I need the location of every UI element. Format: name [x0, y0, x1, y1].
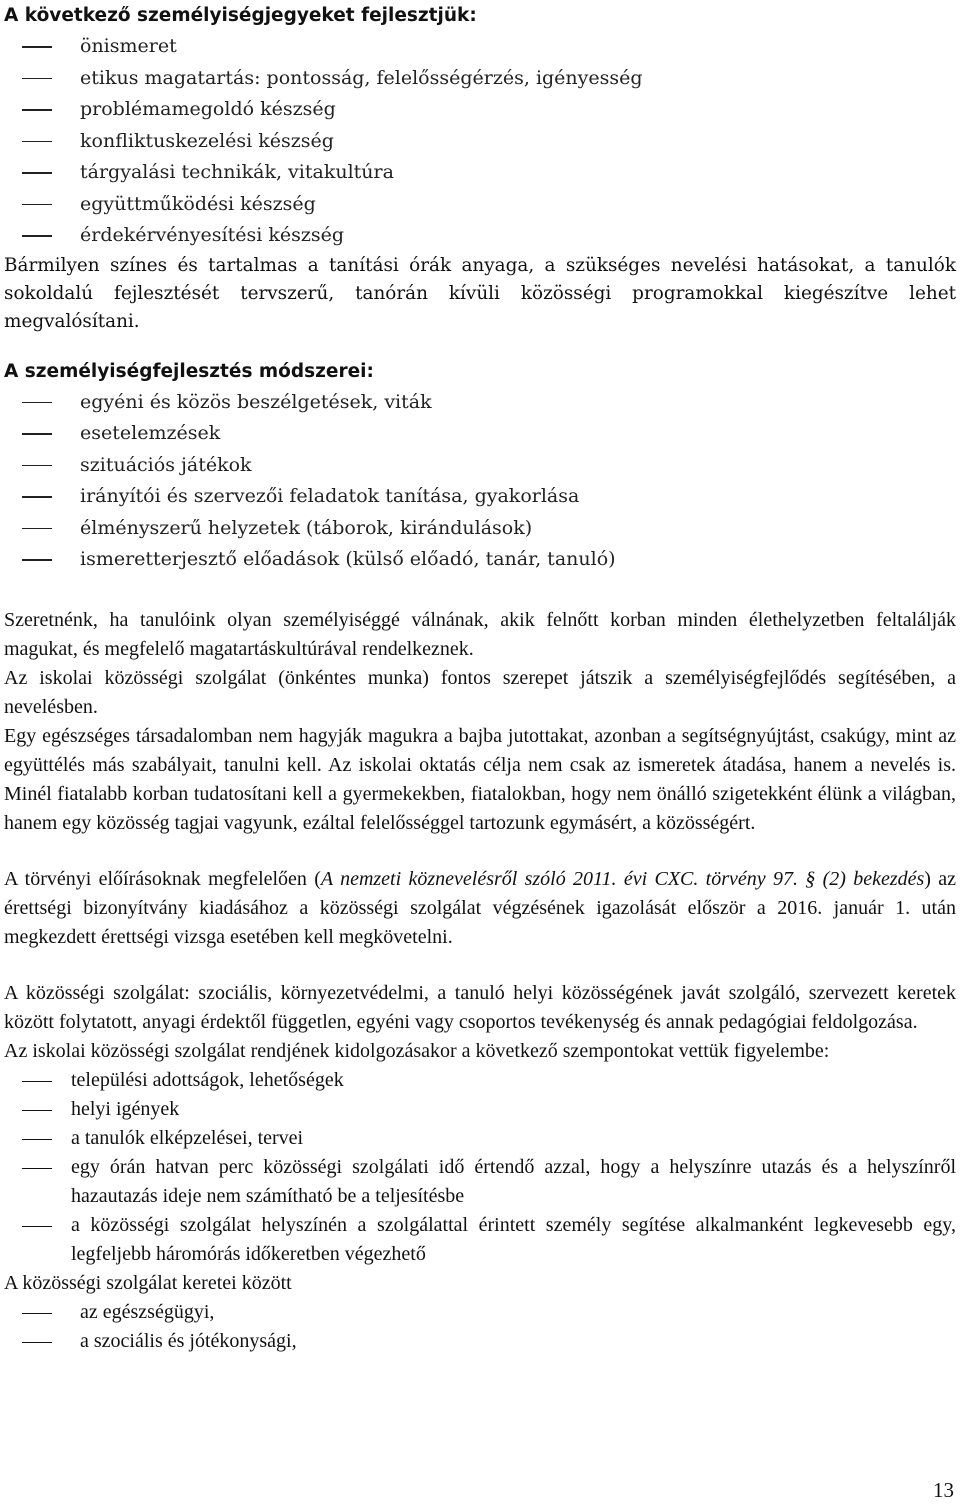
dash-bullet — [22, 1226, 52, 1228]
list-item: az egészségügyi, — [4, 1298, 956, 1327]
document-page — [4, 0, 956, 1356]
law-citation: A nemzeti köznevelésről szóló 2011. évi CXC. törvény 97. § (2) bekezdés — [320, 867, 925, 890]
dash-bullet — [22, 1110, 52, 1112]
list-item: konfliktuskezelési készség — [4, 126, 956, 158]
list-item: a tanulók elképzelései, tervei — [4, 1124, 956, 1153]
list-item: ismeretterjesztő előadások (külső előadó, tanár, tanuló) — [4, 544, 956, 576]
list-item: irányítói és szervezői feladatok tanítása, gyakorlása — [4, 481, 956, 513]
criteria-list — [4, 1066, 956, 1269]
dash-bullet — [22, 46, 52, 48]
paragraph-goal: Szeretnénk, ha tanulóink olyan személyiséggé válnának, akik felnőtt korban minden élethelyzetben feltalálják magukat, és megfelelő magatartáskultúrával rendelkeznek. — [4, 608, 956, 660]
section-heading-methods: A személyiségfejlesztés módszerei: — [4, 360, 374, 382]
dash-bullet — [22, 109, 52, 111]
paragraph-frameworks: A közösségi szolgálat keretei között — [4, 1271, 292, 1294]
list-item: szituációs játékok — [4, 450, 956, 482]
list-item: élményszerű helyzetek (táborok, kirándulások) — [4, 513, 956, 545]
list-item: települési adottságok, lehetőségek — [4, 1066, 956, 1095]
section-heading-traits: A következő személyiségjegyeket fejlesztjük: — [4, 5, 477, 26]
page-number: 13 — [933, 1478, 954, 1502]
paragraph-law: A törvényi előírásoknak megfelelően (A nemzeti köznevelésről szóló 2011. évi CXC. törvény 97. § (2) bekezdés) az érettségi bizonyítvány kiadásához a közösségi szolgálat végzésének igazolását először a 2016. január 1. után megkezdett érettségi vizsga esetében kell megkövetelni. — [4, 867, 956, 948]
dash-bullet — [22, 528, 52, 530]
dash-bullet — [22, 78, 52, 80]
dash-bullet — [22, 1081, 52, 1083]
list-item: a szociális és jótékonysági, — [4, 1327, 956, 1356]
list-item: problémamegoldó készség — [4, 94, 956, 126]
methods-list — [4, 387, 956, 576]
list-item: tárgyalási technikák, vitakultúra — [4, 157, 956, 189]
frameworks-list — [4, 1298, 956, 1356]
dash-bullet — [22, 1342, 52, 1344]
list-item: etikus magatartás: pontosság, felelősségérzés, igényesség — [4, 63, 956, 95]
dash-bullet — [22, 1139, 52, 1141]
paragraph-definition: A közösségi szolgálat: szociális, környezetvédelmi, a tanuló helyi közösségének javát szolgáló, szervezett keretek között folytatott, anyagi érdektől független, egyéni vagy csoportos tevékenység és annak pedagógiai feldolgozása. — [4, 981, 956, 1033]
list-item: a közösségi szolgálat helyszínén a szolgálattal érintett személy segítése alkalmanként legkevesebb egy, legfeljebb háromórás időkeretben végezhető — [4, 1211, 956, 1269]
paragraph-criteria: Az iskolai közösségi szolgálat rendjének kidolgozásakor a következő szempontokat vettük figyelembe: — [4, 1039, 830, 1062]
traits-list — [4, 31, 956, 252]
dash-bullet — [22, 204, 52, 206]
dash-bullet — [22, 235, 52, 237]
paragraph-community-service: Az iskolai közösségi szolgálat (önkéntes munka) fontos szerepet játszik a személyiségfejlődés segítésében, a nevelésben. — [4, 666, 956, 718]
list-item: együttműködési készség — [4, 189, 956, 221]
list-item: egyéni és közös beszélgetések, viták — [4, 387, 956, 419]
dash-bullet — [22, 433, 52, 435]
list-item: helyi igények — [4, 1095, 956, 1124]
dash-bullet — [22, 1313, 52, 1315]
dash-bullet — [22, 465, 52, 467]
list-item: esetelemzések — [4, 418, 956, 450]
list-item: érdekérvényesítési készség — [4, 220, 956, 252]
dash-bullet — [22, 402, 52, 404]
dash-bullet — [22, 1168, 52, 1170]
dash-bullet — [22, 141, 52, 143]
paragraph-society: Egy egészséges társadalomban nem hagyják magukra a bajba jutottakat, azonban a segítségnyújtást, csakúgy, mint az együttélés más szabályait, tanulni kell. Az iskolai oktatás célja nem csak az ismeretek átadása, hanem a nevelés is. Minél fiatalabb korban tudatosítani kell a gyermekekben, fiatalokban, hogy nem önálló szigetekként élünk a világban, hanem egy közösség tagjai vagyunk, ezáltal felelősséggel tartozunk egymásért, a közösségért. — [4, 724, 956, 834]
paragraph-programs: Bármilyen színes és tartalmas a tanítási órák anyaga, a szükséges nevelési hatásokat, a tanulók sokoldalú fejlesztését tervszerű, tanórán kívüli közösségi programokkal kiegészítve lehet megvalósítani. — [4, 254, 956, 332]
dash-bullet — [22, 559, 52, 561]
list-item: önismeret — [4, 31, 956, 63]
dash-bullet — [22, 496, 52, 498]
list-item: egy órán hatvan perc közösségi szolgálati idő értendő azzal, hogy a helyszínre utazás és a helyszínről hazautazás ideje nem számítható be a teljesítésbe — [4, 1153, 956, 1211]
dash-bullet — [22, 172, 52, 174]
